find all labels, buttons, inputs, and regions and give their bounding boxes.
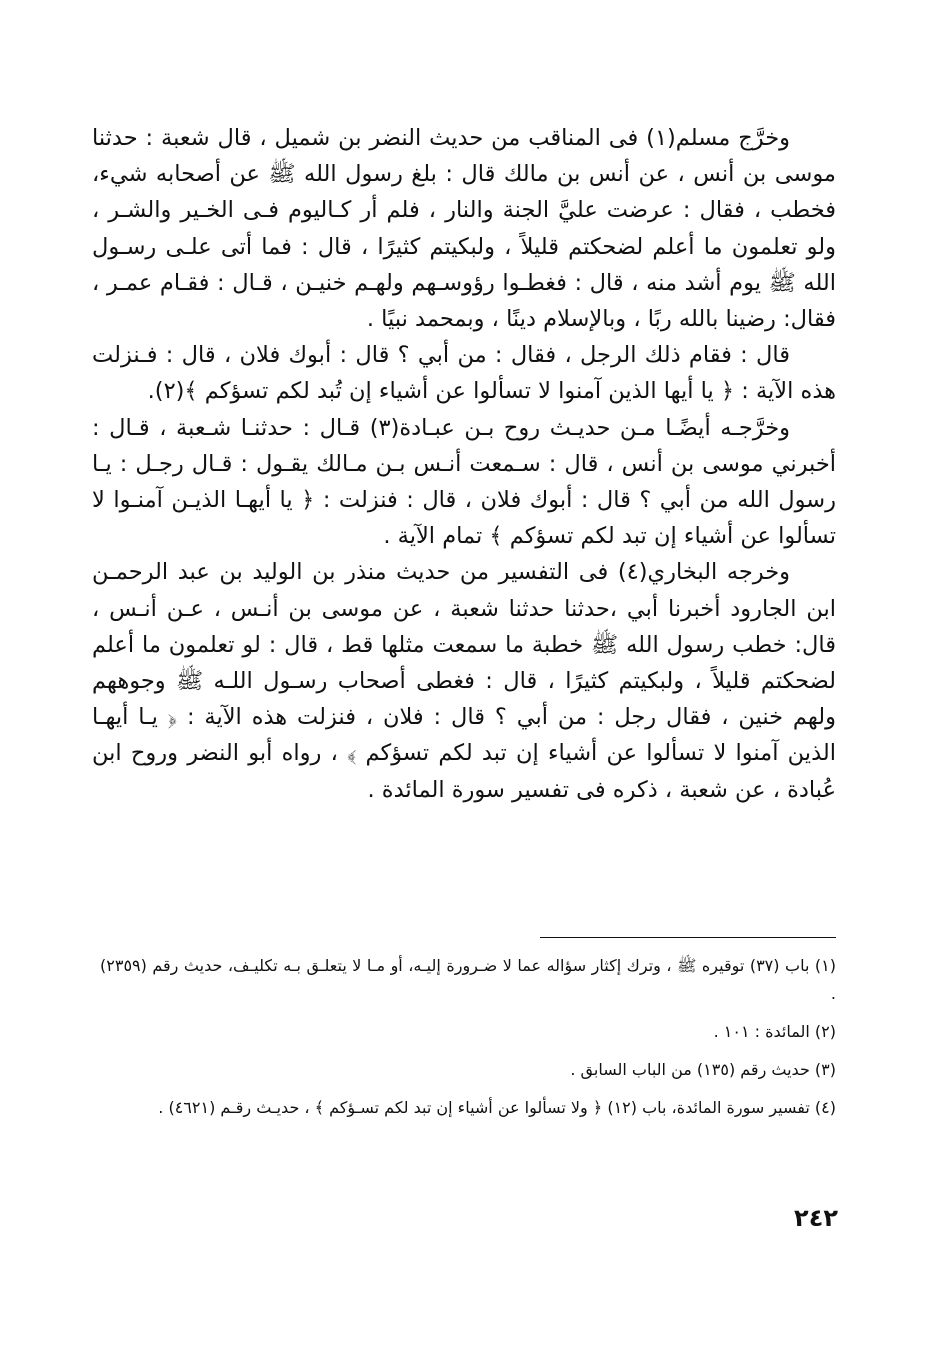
paragraph-3: وخرَّجـه أيضًـا مـن حديـث روح بـن عبـادة(٣) قـال : حدثنـا شـعبة ، قـال : أخبرني موسى بن أنس ، قال : سـمعت أنـس بـن مـالك يقـول : قـال رجـل : يـا رسول الله من أبي ؟ قال : أبوك فلان ، قال : فنزلت : ﴿ يا أيهـا الذيـن آمنـوا لا تسألوا عن أشياء إن تبد لكم تسؤكم ﴾ تمام الآية . [92, 414, 836, 550]
main-text-body [92, 120, 836, 808]
paragraph-4: وخرجه البخاري(٤) فى التفسير من حديث منذر بن الوليد بن عبد الرحمـن ابن الجارود أخبرنا أبي ،حدثنا حدثنا شعبة ، عن موسى بن أنـس ، عـن أنـس ، قال: خطب رسول الله ﷺ خطبة ما سمعت مثلها قط ، قال : لو تعلمون ما أعلم لضحكتم قليلاً ، ولبكيتم كثيرًا ، قال : فغطى أصحاب رسـول اللـه ﷺ وجوههم ولهم خنين ، فقال رجل : من أبي ؟ قال : فلان ، فنزلت هذه الآية : ﴿ يـا أيهـا الذين آمنوا لا تسألوا عن أشياء إن تبد لكم تسؤكم ﴾ ، رواه أبو النضر وروح ابن عُبادة ، عن شعبة ، ذكره فى تفسير سورة المائدة . [92, 559, 836, 803]
footnote-1: (١) باب (٣٧) توقيره ﷺ ، وترك إكثار سؤاله عما لا ضـرورة إليـه، أو مـا لا يتعلـق بـه تكليـف، حديث رقم (٢٣٥٩) . [100, 956, 837, 1003]
footnote-2: (٢) المائدة : ١٠١ . [713, 1022, 836, 1041]
footnotes-section [100, 952, 836, 1132]
footnote-divider [540, 937, 836, 938]
paragraph-2: قال : فقام ذلك الرجل ، فقال : من أبي ؟ قال : أبوك فلان ، قال : فـنزلت هذه الآية : ﴿ يا أيها الذين آمنوا لا تسألوا عن أشياء إن تُبد لكم تسؤكم ﴾(٢). [92, 342, 836, 405]
paragraph-1: وخرَّج مسلم(١) فى المناقب من حديث النضر بن شميل ، قال شعبة : حدثنا موسى بن أنس ، عن أنس بن مالك قال : بلغ رسول الله ﷺ عن أصحابه شيء، فخطب ، فقال : عرضت عليَّ الجنة والنار ، فلم أر كـاليوم فـى الخـير والشـر ، ولو تعلمون ما أعلم لضحكتم قليلاً ، ولبكيتم كثيرًا ، قال : فما أتى علـى رسـول الله ﷺ يوم أشد منه ، قال : فغطـوا رؤوسـهم ولهـم خنيـن ، قـال : فقـام عمـر ، فقال: رضينا بالله ربًا ، وبالإسلام دينًا ، وبمحمد نبيًا . [92, 125, 836, 333]
footnote-4: (٤) تفسير سورة المائدة، باب (١٢) ﴿ ولا تسألوا عن أشياء إن تبد لكم تسـؤكم ﴾ ، حديـث رقـم (٤٦٢١) . [158, 1098, 836, 1117]
page-number: ٢٤٢ [794, 1204, 838, 1232]
footnote-3: (٣) حديث رقم (١٣٥) من الباب السابق . [570, 1060, 836, 1079]
